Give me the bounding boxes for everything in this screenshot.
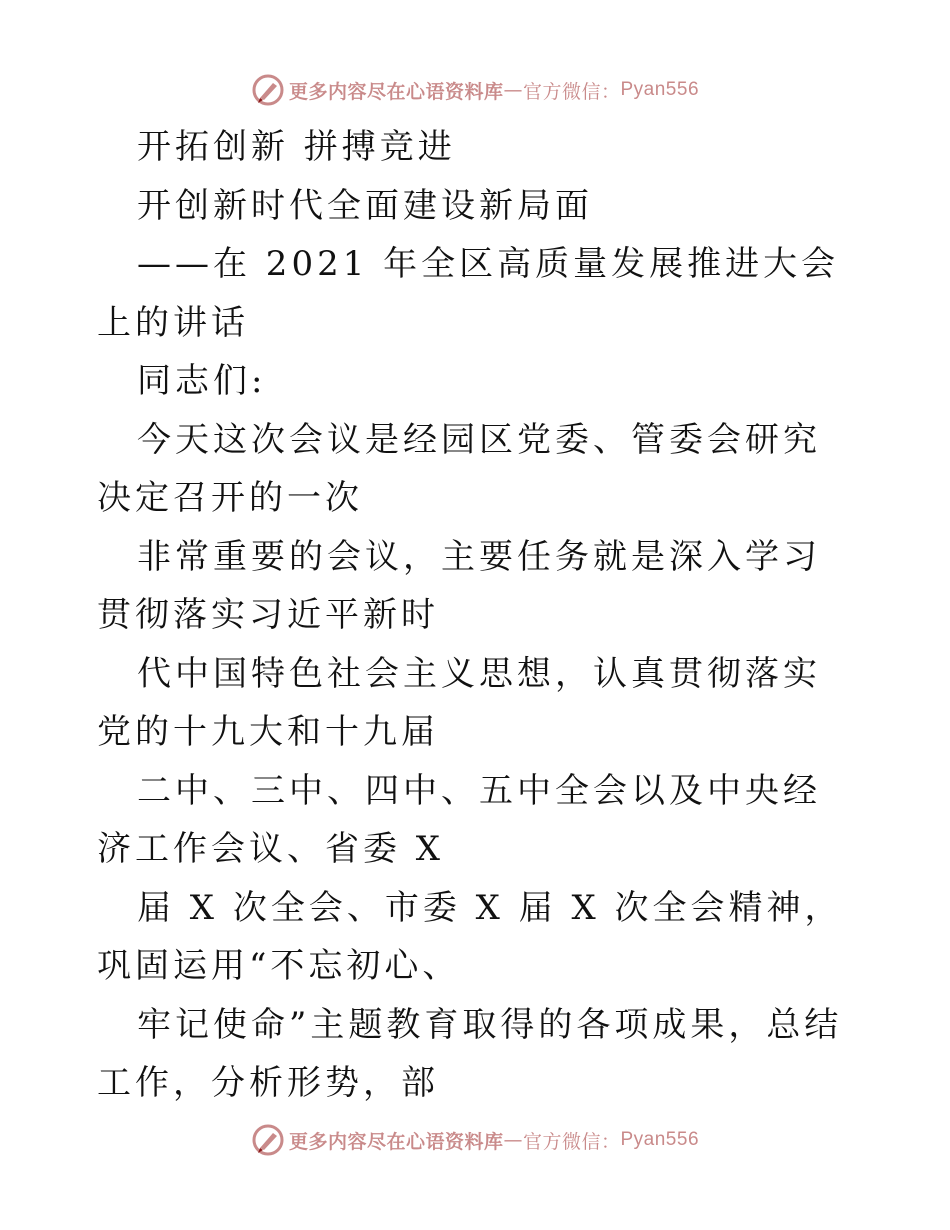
body-paragraph: 牢记使命”主题教育取得的各项成果，总结工作，分析形势，部	[97, 1004, 843, 1103]
footer-watermark	[0, 1120, 950, 1160]
pen-logo-icon	[251, 73, 285, 107]
pen-logo-icon	[251, 1123, 285, 1157]
watermark-wechat-id: Pyan556	[620, 79, 700, 100]
title-line-2: 开创新时代全面建设新局面	[137, 185, 593, 226]
subtitle-line: ——在 2021 年全区高质量发展推进大会上的讲话	[97, 244, 840, 343]
watermark-dash: —	[503, 1129, 523, 1151]
watermark-suffix: 官方微信：	[522, 1130, 621, 1153]
body-paragraph: 今天这次会议是经园区党委、管委会研究决定召开的一次	[97, 419, 821, 518]
title-line-1: 开拓创新 拼搏竞进	[137, 127, 456, 167]
body-paragraph: 二中、三中、四中、五中全会以及中央经济工作会议、省委 X	[97, 770, 821, 869]
watermark-wechat-id: Pyan556	[620, 1129, 700, 1150]
header-watermark	[0, 70, 950, 110]
watermark-dash: —	[503, 79, 523, 101]
watermark-brand: 更多内容尽在心语资料库	[288, 80, 504, 103]
document-body	[97, 118, 857, 1113]
body-paragraph: 非常重要的会议，主要任务就是深入学习贯彻落实习近平新时	[97, 536, 821, 635]
watermark-suffix: 官方微信：	[522, 80, 621, 103]
body-paragraph: 届 X 次全会、市委 X 届 X 次全会精神，巩固运用“不忘初心、	[97, 887, 843, 986]
watermark-brand: 更多内容尽在心语资料库	[288, 1130, 504, 1153]
salutation: 同志们:	[137, 361, 267, 401]
body-paragraph: 代中国特色社会主义思想，认真贯彻落实党的十九大和十九届	[97, 653, 821, 752]
